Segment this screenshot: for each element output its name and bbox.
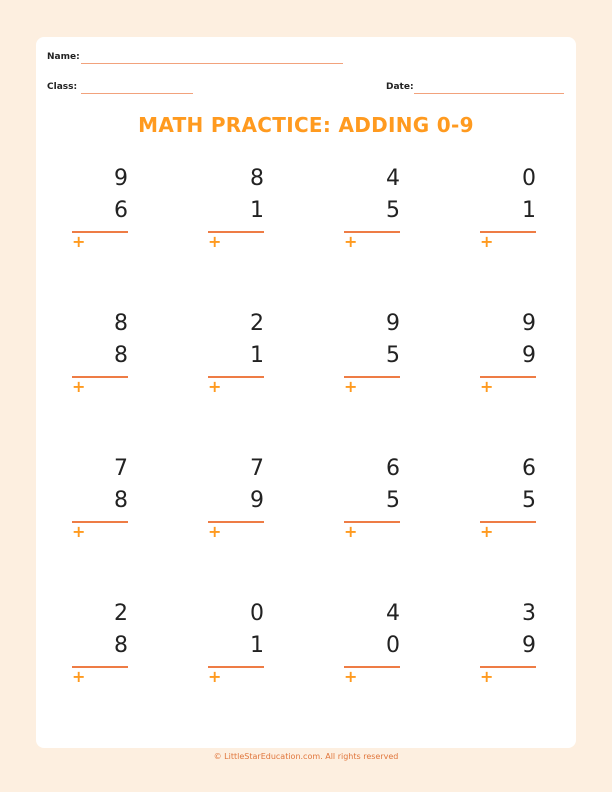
addition-problem [70,458,140,548]
top-addend: 3 [522,601,536,626]
addition-problem [342,458,412,548]
name-field[interactable] [81,63,343,64]
addition-problem [342,168,412,258]
bottom-addend: 8 [114,633,128,658]
name-label: Name: [47,52,80,62]
addition-problem [342,603,412,693]
plus-sign: + [208,522,222,541]
top-addend: 9 [522,311,536,336]
plus-sign: + [480,522,494,541]
plus-sign: + [344,522,358,541]
bottom-addend: 8 [114,488,128,513]
bottom-addend: 1 [250,343,264,368]
addition-problem [206,168,276,258]
top-addend: 8 [250,166,264,191]
plus-sign: + [208,377,222,396]
plus-sign: + [72,667,86,686]
page-title: MATH PRACTICE: ADDING 0-9 [138,113,474,137]
top-addend: 7 [250,456,264,481]
plus-sign: + [480,377,494,396]
bottom-addend: 9 [250,488,264,513]
class-field[interactable] [81,93,193,94]
bottom-addend: 6 [114,198,128,223]
top-addend: 4 [386,166,400,191]
top-addend: 2 [114,601,128,626]
plus-sign: + [344,377,358,396]
bottom-addend: 1 [250,633,264,658]
plus-sign: + [344,667,358,686]
top-addend: 9 [386,311,400,336]
plus-sign: + [208,232,222,251]
bottom-addend: 9 [522,633,536,658]
addition-problem [70,168,140,258]
addition-problem [478,603,548,693]
top-addend: 8 [114,311,128,336]
plus-sign: + [480,667,494,686]
addition-problem [206,603,276,693]
top-addend: 0 [522,166,536,191]
bottom-addend: 5 [386,488,400,513]
plus-sign: + [480,232,494,251]
class-label: Class: [47,82,78,92]
top-addend: 6 [386,456,400,481]
top-addend: 4 [386,601,400,626]
plus-sign: + [208,667,222,686]
plus-sign: + [344,232,358,251]
top-addend: 6 [522,456,536,481]
addition-problem [70,603,140,693]
bottom-addend: 1 [250,198,264,223]
bottom-addend: 1 [522,198,536,223]
bottom-addend: 5 [386,198,400,223]
addition-problem [70,313,140,403]
plus-sign: + [72,232,86,251]
addition-problem [478,168,548,258]
date-field[interactable] [414,93,564,94]
date-label: Date: [386,82,414,92]
top-addend: 2 [250,311,264,336]
top-addend: 0 [250,601,264,626]
top-addend: 7 [114,456,128,481]
bottom-addend: 0 [386,633,400,658]
addition-problem [478,458,548,548]
bottom-addend: 5 [522,488,536,513]
copyright-footer: © LittleStarEducation.com. All rights reserved [213,752,399,761]
top-addend: 9 [114,166,128,191]
addition-problem [478,313,548,403]
addition-problem [206,313,276,403]
addition-problem [206,458,276,548]
bottom-addend: 5 [386,343,400,368]
plus-sign: + [72,377,86,396]
bottom-addend: 8 [114,343,128,368]
plus-sign: + [72,522,86,541]
addition-problem [342,313,412,403]
bottom-addend: 9 [522,343,536,368]
